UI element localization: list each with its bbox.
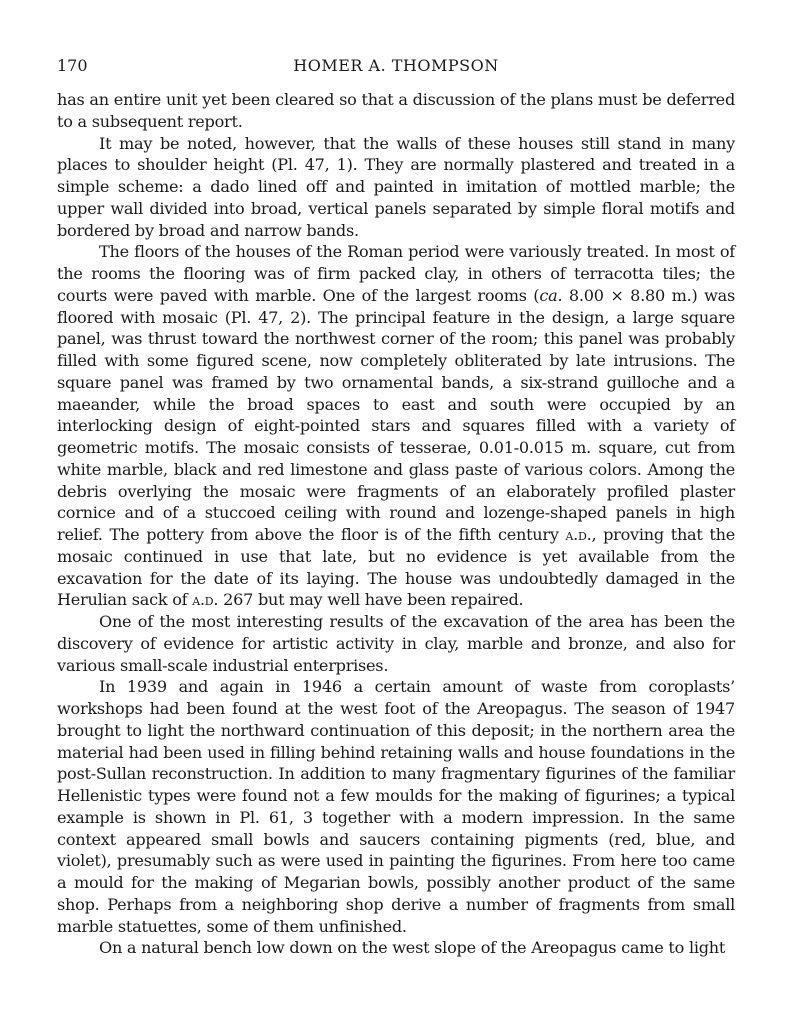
paragraph: In 1939 and again in 1946 a certain amount of waste from coroplasts’ workshops had been found at the west foot of the Areopagus. The season of 1947 brought to light the northward continuation of this deposit; in the northern area the material had been used in filling behind retaining walls and house foundations in the post-Sullan reconstruction. In addition to many fragmentary figurines of the familiar Hellenistic types were found not a few moulds for the making of figurines; a typical example is shown in Pl. 61, 3 together with a modern impression. In the same context appeared small bowls and saucers containing pigments (red, blue, and violet), presumably such as were used in painting the figurines. From here too came a mould for the making of Megarian bowls, possibly another product of the same shop. Perhaps from a neighboring shop derive a number of fragments from small marble statuettes, some of them unfinished. (57, 677, 735, 936)
paragraph: On a natural bench low down on the west slope of the Areopagus came to light (99, 938, 726, 958)
body-text (57, 89, 735, 959)
text-run: , proving that the mosaic continued in use that late, but no evidence is yet available from the excavation for the date of its laying. The house was undoubtedly damaged in the Herulian sack of (57, 525, 735, 610)
abbreviation-ad: a.d. (565, 525, 592, 544)
abbreviation-circa: ca. (539, 285, 563, 305)
running-title: HOMER A. THOMPSON (293, 56, 499, 75)
paragraph: One of the most interesting results of the excavation of the area has been the discovery of evidence for artistic activity in clay, marble and bronze, and also for various small-scale industrial enterprises. (57, 612, 735, 675)
paragraph-mosaic (57, 241, 735, 611)
paragraph: has an entire unit yet been cleared so that a discussion of the plans must be deferred to a subsequent report. (57, 90, 735, 131)
document-page (57, 56, 735, 959)
page-header (57, 56, 735, 76)
text-run: 267 but may well have been repaired. (218, 590, 524, 610)
page-number: 170 (57, 56, 88, 75)
text-run: 8.00 × 8.80 m.) was floored with mosaic (Pl. 47, 2). The principal feature in the design, a large square panel, was thrust toward the northwest corner of the room; this panel was probably filled with some figured scene, now completely obliterated by late intrusions. The square panel was framed by two ornamental bands, a six-strand guilloche and a maeander, while the broad spaces to east and south were occupied by an interlocking design of eight-pointed stars and squares filled with a variety of geometric motifs. The mosaic consists of tesserae, 0.01-0.015 m. square, cut from white marble, black and red limestone and glass paste of various colors. Among the debris overlying the mosaic were fragments of an elaborately profiled plaster cornice and of a stuccoed ceiling with round and lozenge-shaped panels in high relief. The pottery from above the floor is of the fifth century (57, 285, 735, 544)
paragraph: It may be noted, however, that the walls of these houses still stand in many places to shoulder height (Pl. 47, 1). They are normally plastered and treated in a simple scheme: a dado lined off and painted in imitation of mottled marble; the upper wall divided into broad, vertical panels separated by simple floral motifs and bordered by broad and narrow bands. (57, 133, 735, 240)
text-run: The floors of the houses of the Roman period were variously treated. In most of the rooms the flooring was of firm packed clay, in others of terracotta tiles; the courts were paved with marble. One of the largest rooms ( (57, 242, 735, 305)
abbreviation-ad: a.d. (192, 590, 219, 610)
